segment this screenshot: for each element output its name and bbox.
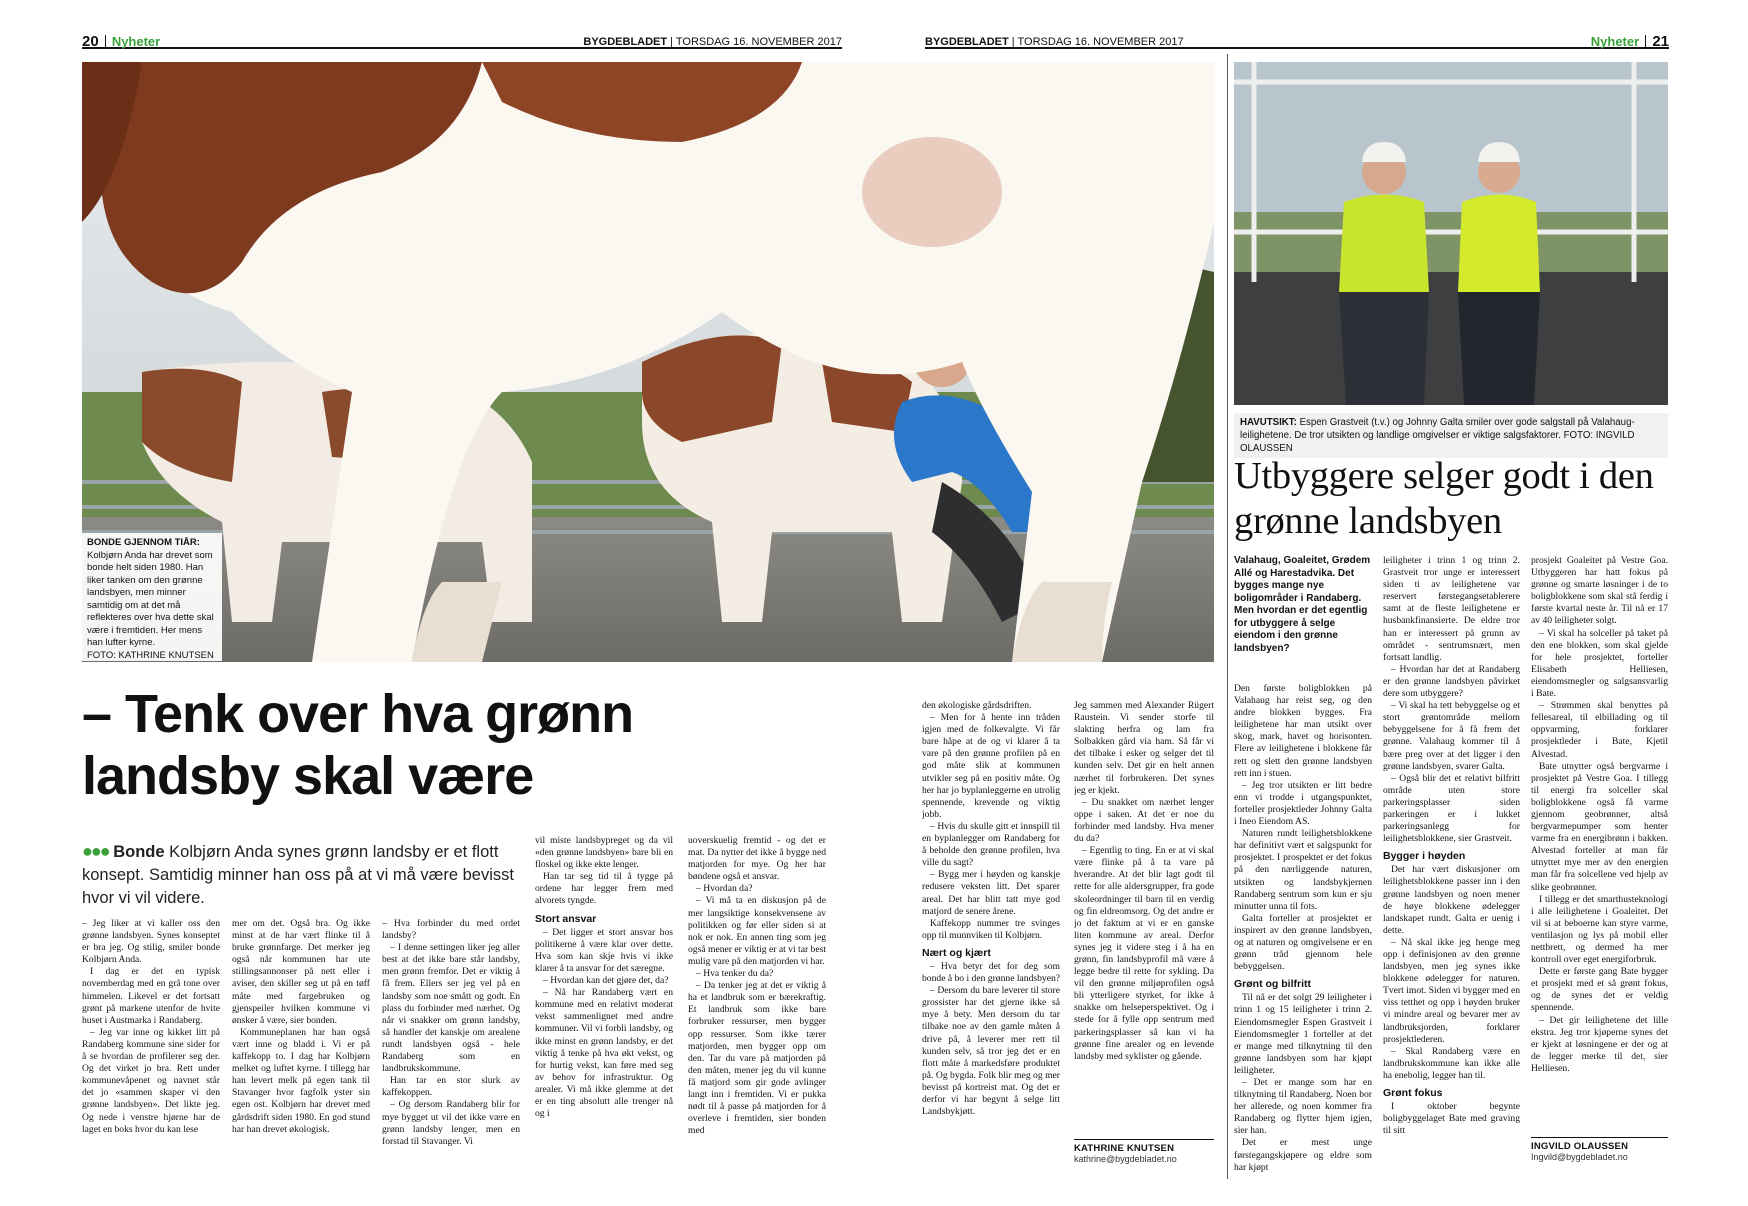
right-masthead: BYGDEBLADET: [925, 36, 1009, 48]
left-article-column-6: [922, 700, 1060, 1180]
left-lead-kicker: Bonde: [113, 843, 165, 861]
developers-photo-illustration: [1234, 62, 1668, 405]
left-article-column-7: [1074, 700, 1214, 1130]
paragraph: – Det ligger et stort ansvar hos politikerne å være klar over dette. Hva som kan skje hvis vi ikke klarer å ta ansvar for det særegne.: [535, 926, 673, 974]
paragraph: – Hvis du skulle gitt et innspill til en byplanlegger om Randaberg for å beholde den grønne profilen, hva ville du sagt?: [922, 820, 1060, 869]
left-article-column-1: [82, 918, 220, 1180]
left-headline: – Tenk over hva grønn landsby skal være: [82, 684, 634, 806]
left-article-column-2: [232, 918, 370, 1180]
cows-photo: [82, 62, 1214, 662]
paragraph: – Hva forbinder du med ordet landsby?: [382, 918, 520, 942]
cows-caption-text: Kolbjørn Anda har drevet som bonde helt siden 1980. Han liker tanken om den grønne landsbyen, men minner samtidig om at det må reflekteres over hva dette skal være i fremtiden. Her mens han lufter kyrne.: [87, 549, 214, 648]
paragraph: Kommuneplanen har han også vært inne og bladd i. Vi er på kaffekopp to. I dag har Kolbjørn melket og luftet kyrne. I tillegg har han levert melk på egen tank til Stavanger hvor fagfolk yster sin egen ost. Kolbjørn har drevet med gårdsdrift siden 1980. En god stund har han drevet økologisk.: [232, 1026, 370, 1135]
paragraph: – Jeg liker at vi kaller oss den grønne landsbyen. Synes konseptet er bra jeg. Og stilig, smiler bonde Kolbjørn Anda.: [82, 918, 220, 966]
paragraph: Galta forteller at prosjektet er inspirert av den grønne landsbyen, og at naturen og omgivelsene er en grønn tråd gjennom hele bebyggelsen.: [1234, 912, 1372, 973]
paragraph: – I denne settingen liker jeg aller best at det ikke bare står landsby, men grønn fremfor. Det er viktig å få frem. Ellers ser jeg vel på en landsby som noe smått og godt. En plass du forbinder med nærhet. Og når vi snakker om grønn landsby, så handler det kanskje om arealene rundt landsbyen også - hele Randaberg som en landbrukskommune.: [382, 942, 520, 1075]
paragraph: – Hvordan kan det gjøre det, da?: [543, 975, 669, 987]
paragraph: – Jeg tror utsikten er litt bedre enn vi trodde i utgangspunktet, forteller prosjektleder Johnny Galta i Ineo Eiendom AS.: [1234, 779, 1372, 828]
paragraph: – Hvordan da?: [696, 883, 753, 895]
left-article-column-3: [382, 918, 520, 1180]
right-photo-column-rule: [1227, 54, 1228, 1179]
paragraph: – Hvordan har det at Randaberg er den grønne landsbyen påvirket dere som utbyggere?: [1383, 663, 1520, 700]
left-article-column-4: [535, 835, 673, 1180]
cows-caption-kicker: BONDE GJENNOM TIÅR:: [87, 537, 200, 548]
paragraph: Den første boligblokken på Valahaug har reist seg, og den andre blokken bygges. Fra leilighetene har man utsikt over skog, mark, havet og horisonten. Flere av leilighetene i blokkene får rett og slett den grønne landsbyen rett inn i stuen.: [1234, 683, 1372, 779]
paragraph: – Og dersom Randaberg blir for mye bygget ut vil det ikke være en grønn landsby lenger, men en forstad til Stavanger. Vi: [382, 1099, 520, 1147]
left-masthead: BYGDEBLADET: [583, 36, 668, 48]
paragraph: – Det gir leilighetene det lille ekstra. Jeg tror kjøperne synes det er kjekt at løsningene er der og at de legger merke til det, sier Helliesen.: [1531, 1014, 1668, 1074]
right-byline: [1531, 1131, 1668, 1162]
cows-caption-credit: FOTO: KATHRINE KNUTSEN: [87, 649, 214, 661]
developers-caption-credit: FOTO: INGVILD OLAUSSEN: [1240, 430, 1635, 454]
paragraph: – Nå har Randaberg vært en kommune med en relativt moderat vekst sammenlignet med andre kommuner. Vil vi forbli landsby, og ikke minst en grønn landsby, er det viktig å tenke på hva økt vekst, og for hurtig vekst, kan føre med seg av behov for infrastruktur. Og arealer. Vi må ikke glemme at det er en ting absolutt alle trenger nå og i: [535, 987, 673, 1120]
developers-photo-caption: [1234, 413, 1668, 458]
right-article-column-3: [1531, 555, 1668, 1129]
left-section-label: Nyheter: [111, 34, 161, 49]
right-byline-email: Ingvild@bygdebladet.no: [1531, 1152, 1628, 1162]
paragraph: Kaffekopp nummer tre svinges opp til munnviken til Kolbjørn.: [922, 917, 1060, 941]
left-lead: [82, 840, 522, 910]
paragraph: – Også blir det et relativt bilfritt område uten store parkeringsplasser siden parkeringen er i lukket parkeringsanlegg for leilighetsblokkene, sier Grastveit.: [1383, 772, 1520, 845]
left-date: TORSDAG 16. NOVEMBER 2017: [675, 36, 842, 48]
left-article-column-5: [688, 835, 826, 1180]
subheading: Grønt og bilfritt: [1234, 978, 1311, 991]
left-byline-email: kathrine@bygdebladet.no: [1074, 1154, 1177, 1164]
paragraph: mer om det. Også bra. Og ikke minst at de har vært flinke til å bruke grønnfarge. Det merker jeg også når kommunen har ute stillingsannonser på nett eller i aviser, den skiller seg ut på en tøff måte med fargebruken og gjenspeiler hvilken kommune vi ønsker å være, sier bonden.: [232, 918, 370, 1026]
right-page-number: 21: [1652, 33, 1669, 50]
paragraph: – Dersom du bare leverer til store grossister har det gjerne ikke så mye å bety. Men dersom du tar tilbake noe av den gamle måten å drive på, å leverer mer rett til kunden selv, så tror jeg det er en flott måte å markedsføre produktet på. Og bygda. Folk blir meg og mer bevisst på kortreist mat. Og det er derfor vi har begynt å selge litt Landsbykjøtt.: [922, 985, 1060, 1118]
paragraph: den økologiske gårdsdriften.: [922, 700, 1032, 711]
paragraph: vil miste landsbypreget og da vil «den grønne landsbyen» bare bli en floskel og ikke ekte lenger.: [535, 835, 673, 871]
developers-photo: [1234, 62, 1668, 405]
left-lead-text: Kolbjørn Anda synes grønn landsby er et flott konsept. Samtidig minner han oss på at vi må være bevisst hvor vi vil videre.: [82, 843, 514, 907]
paragraph: Det har vært diskusjoner om leilighetsblokkene passer inn i den grønne landsbyen og noen mener de høye blokkene ødelegger landskapet rundt. Galta er uenig i dette.: [1383, 864, 1520, 936]
cows-photo-caption: [82, 533, 222, 661]
right-date: TORSDAG 16. NOVEMBER 2017: [1017, 36, 1184, 48]
paragraph: Han tar seg tid til å tygge på ordene har legger frem med alvorets tyngde.: [535, 871, 673, 907]
subheading: Nært og kjært: [922, 946, 991, 959]
paragraph: – Hva tenker du da?: [696, 968, 774, 980]
paragraph: – Da tenker jeg at det er viktig å ha et landbruk som er bærekraftig. Et landbruk som ikke bare forbruker ressurser, men bygger opp ressurser. Som ikke tærer matjorden, men bygger opp om den. Tar du vare på matjorden på den måten, mener jeg du vil kunne få matjord som gir gode avlinger langt inn i fremtiden. Vi er pukka nødt til å passe på matjorden for å overleve i fremtiden, sier bonden med: [688, 980, 826, 1137]
left-page-number: 20: [82, 33, 99, 50]
paragraph: I tillegg er det smarthusteknologi i alle leilighetene i Goaleitet. Det vil si at beboerne kan styre varme, ventilasjon og lys på mobil eller nettbrett, og dermed ha mer kontroll over eget energiforbruk.: [1531, 893, 1668, 966]
right-byline-name: INGVILD OLAUSSEN: [1531, 1137, 1668, 1152]
paragraph: Det er mest unge førstegangskjøpere og eldre som har kjøpt: [1234, 1137, 1372, 1173]
paragraph: I oktober begynte boligbyggelaget Bate med graving til sitt: [1383, 1101, 1520, 1137]
subheading: Stort ansvar: [535, 912, 597, 925]
right-section-label: Nyheter: [1590, 34, 1640, 49]
paragraph: – Bygg mer i høyden og kanskje redusere veksten litt. Det sparer areal. Det har blitt tatt mye god matjord de senere årene.: [922, 869, 1060, 917]
paragraph: – Skal Randaberg være en landbrukskommune kan ikke alle ha enebolig, legger han til.: [1383, 1045, 1520, 1081]
developers-caption-text: Espen Grastveit (t.v.) og Johnny Galta smiler over gode salgstall på Valahaug-leilighetene. De tror utsikten og landlige omgivelser er viktige salgsfaktorer.: [1240, 417, 1635, 441]
paragraph: – Vi skal ha solceller på taket på den ene blokken, som skal gjelde for hele prosjektet, forteller Elisabeth Helliesen, eiendomsmegler og salgsansvarlig i Bate.: [1531, 627, 1668, 700]
subheading: Bygger i høyden: [1383, 850, 1466, 863]
paragraph: – Strømmen skal benyttes på fellesareal, til elbillading og til oppvarming, forklarer prosjektleder i Bate, Kjetil Alvestad.: [1531, 700, 1668, 760]
lead-dots-icon: ●●●: [82, 841, 109, 861]
left-byline: [1074, 1133, 1214, 1164]
left-byline-name: KATHRINE KNUTSEN: [1074, 1139, 1214, 1154]
paragraph: leiligheter i trinn 1 og trinn 2. Grastveit tror unge er interessert siden ti av leilighetene var reservert førstegangsetablerere samt at de fleste leilighetene er husbankfinansierte. De eldre tror han er interessert på grunn av området - sentrumsnært, men fortsatt landlig.: [1383, 555, 1520, 663]
paragraph: – Det er mange som har en tilknytning til Randaberg. Noen bor her allerede, og noen kommer fra Randaberg og flytter hjem igjen, sier han.: [1234, 1077, 1372, 1137]
right-headline: Utbyggere selger godt i den grønne landsbyen: [1234, 455, 1654, 542]
paragraph: – Egentlig to ting. En er at vi skal være flinke på å ta vare på hverandre. At det blir lagt godt til rette for alle aldersgrupper, fra gode skoleordninger til barn til en verdig og fin eldreomsorg. Og det andre er jo det faktum at vi er en ganske liten kommune av areal. Derfor synes jeg it videre steg i å ha en grønn, fin landsbyprofil må være å legge bedre til rette for sykling. Da vil den grønne miljøprofilen også bli ytterligere styrket, for ikke å snakke om helseperspektivet. Og i stede for å fylle opp sentrum med parkeringsplasser så kan vi ha grønne fine arealer og en levende landsby med syklister og gående.: [1074, 845, 1214, 1062]
paragraph: – Vi skal ha tett bebyggelse og et stort grøntområde mellom bebyggelsene for å få frem det grønne. Valahaug kommer til å bære preg over at det ligger i den grønne landsbyen, svarer Galta.: [1383, 700, 1520, 772]
developers-caption-kicker: HAVUTSIKT:: [1240, 417, 1297, 428]
paragraph: Naturen rundt leilighetsblokkene har definitivt vært et salgspunkt for prosjektet. I prospektet er det fokus på den nærliggende naturen, utsikten og landsbykjernen Randaberg sentrum som kun er sju minutter unna til fots.: [1234, 828, 1372, 912]
paragraph: uoverskuelig fremtid - og det er mat. Da nytter det ikke å bygge ned matjorden for mye. Og her har bøndene også et ansvar.: [688, 835, 826, 883]
paragraph: – Nå skal ikke jeg henge meg opp i definisjonen av den grønne landsbyen, men jeg synes ikke blokkene ødelegger for naturen. Tvert imot. Siden vi bygger med en viss tetthet og opp i høyden bruker vi mindre areal og bevarer mer av landbruksjorden, forklarer prosjektlederen.: [1383, 936, 1520, 1045]
paragraph: I dag er det en typisk novemberdag med en grå tone over himmelen. Likevel er det fortsatt grønt på markene utenfor de hvite huset i Austmarka i Randaberg.: [82, 966, 220, 1026]
paragraph: prosjekt Goaleitet på Vestre Goa. Utbyggeren har hatt fokus på grønne og smarte løsninger i de to boligblokkene som skal stå ferdig i første kvartal neste år. Til nå er 17 av 40 leiligheter solgt.: [1531, 555, 1668, 627]
right-ingress: Valahaug, Goaleitet, Grødem Allé og Harestadvika. Det bygges mange nye boligområder i Randaberg. Men hvordan er det egentlig for utbyggere å selge eiendom i den grønne landsbyen?: [1234, 555, 1371, 654]
paragraph: Til nå er det solgt 29 leiligheter i trinn 1 og 15 leiligheter i trinn 2. Eiendomsmegler Espen Grastveit i Eiendomsmegler 1 forteller at det er mange med tilknytning til den grønne landsbyen som har kjøpt leiligheter.: [1234, 992, 1372, 1076]
paragraph: Jeg sammen med Alexander Rügert Raustein. Vi sender storfe til slakting herfra og lam fra Solbakken gård via ham. Så får vi det tilbake i esker og selger det til kunden selv. Det gir en helt annen nærhet til forbrukeren. Det synes jeg er kjekt.: [1074, 700, 1214, 796]
subheading: Grønt fokus: [1383, 1087, 1443, 1100]
cows-photo-illustration: [82, 62, 1214, 662]
paragraph: – Vi må ta en diskusjon på de mer langsiktige konsekvensene av politikken og før eller siden si at nok er nok. En annen ting som jeg også mener er viktig er at vi tar best mulig vare på den matjorden vi har.: [688, 895, 826, 967]
right-article-column-1: [1234, 683, 1372, 1180]
paragraph: Bate utnytter også bergvarme i prosjektet på Vestre Goa. I tillegg til energi fra solceller skal boligblokkene også få varme gjennom geobrønner, altså bergvarmepumper som henter varme fra en energibrønn i bakken. Alvestad forteller at man får utnyttet mye mer av den energien man får fra solcellene ved hjelp av slike geobrønner.: [1531, 760, 1668, 893]
left-page-header: 20 Nyheter BYGDEBLADET | TORSDAG 16. NOVEMBER 2017: [82, 33, 842, 50]
right-article-column-2: [1383, 555, 1520, 1180]
paragraph: – Du snakket om nærhet lenger oppe i saken. At det er noe du forbinder med landsby. Hva mener du da?: [1074, 796, 1214, 845]
paragraph: – Men for å hente inn tråden igjen med de folkevalgte. Vi får bare håpe at de og vi klarer å ta vare på den grønne profilen på en god måte slik at kommunen utvikler seg på en positiv måte. Og her har jo byplanleggerne en utrolig spennende, krevende og viktig jobb.: [922, 712, 1060, 820]
paragraph: Han tar en stor slurk av kaffekoppen.: [382, 1075, 520, 1099]
paragraph: – Hva betyr det for deg som bonde å bo i den grønne landsbyen?: [922, 960, 1060, 985]
paragraph: Dette er første gang Bate bygger et prosjekt med et så grønt fokus, og de synes det er veldig spennende.: [1531, 966, 1668, 1014]
paragraph: – Jeg var inne og kikket litt på Randaberg kommune sine sider for å se hvordan de profilerer seg der. Og det virket jo bra. Rett under kommunevåpenet og navnet står det jo «sammen skaper vi den grønne landsbyen». Det likte jeg. Og nede i venstre hjørne har de laget en boks hvor du kan lese: [82, 1026, 220, 1135]
